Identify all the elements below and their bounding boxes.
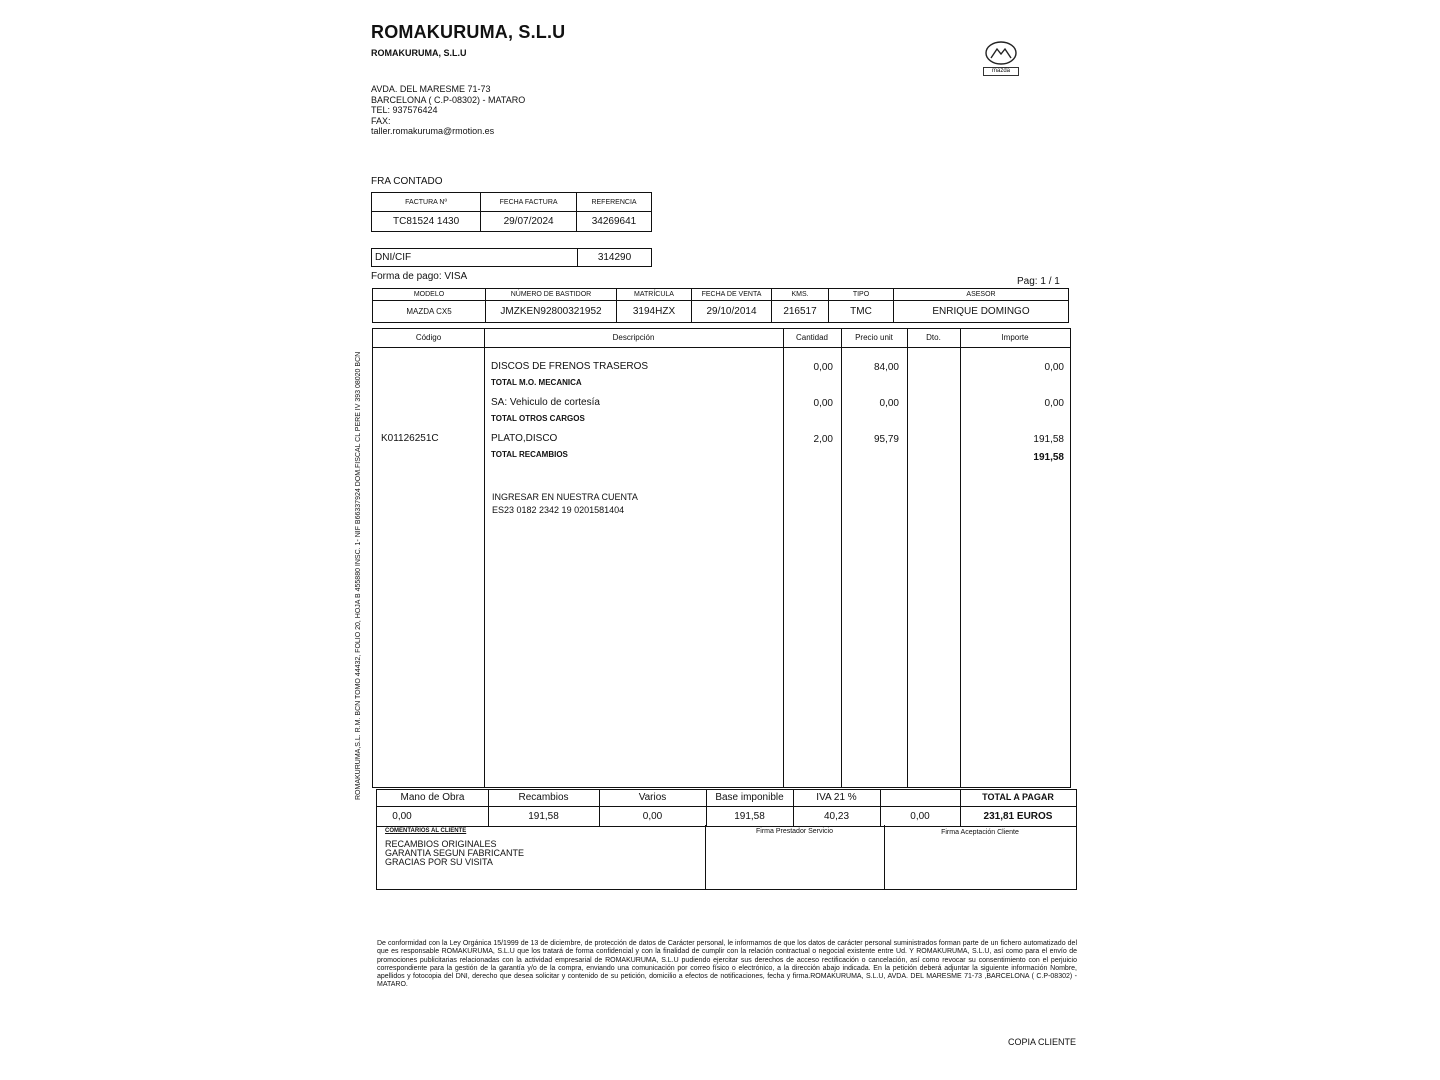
line-description: PLATO,DISCO: [491, 433, 558, 444]
vehicle-type: TMC: [829, 301, 894, 323]
description-header: Descripción: [612, 333, 655, 342]
company-name: ROMAKURUMA, S.L.U: [371, 22, 566, 42]
reference: 34269641: [577, 212, 652, 232]
logo-wordmark: mazda: [983, 67, 1019, 76]
line-items-header: [373, 329, 1070, 348]
amount-header: Importe: [1001, 333, 1029, 342]
invoice-date-header: FECHA FACTURA: [481, 193, 577, 212]
mazda-logo: [983, 40, 1019, 76]
line-amount: 0,00: [1044, 398, 1064, 409]
dni-value: 314290: [578, 249, 652, 267]
line-amount: 0,00: [1044, 362, 1064, 373]
dni-table: [371, 248, 652, 267]
parts-value: 191,58: [528, 811, 559, 822]
email-line: taller.romakuruma@rmotion.es: [371, 126, 495, 136]
line-quantity: 0,00: [813, 362, 833, 373]
subtotal-label: TOTAL M.O. MECANICA: [491, 378, 582, 387]
comment-line: GRACIAS POR SU VISITA: [385, 857, 493, 867]
parts-label: Recambios: [518, 792, 569, 803]
page-number: Pag: 1 / 1: [1017, 276, 1060, 287]
invoice-number: TC81524 1430: [372, 212, 481, 232]
invoice-date: 29/07/2024: [481, 212, 577, 232]
line-quantity: 2,00: [813, 434, 833, 445]
total-value: 231,81 EUROS: [983, 811, 1053, 822]
provider-signature-label: Firma Prestador Servicio: [755, 828, 834, 835]
line-code: K01126251C: [381, 433, 439, 444]
dni-label: DNI/CIF: [372, 249, 578, 267]
quantity-header: Cantidad: [795, 333, 829, 342]
vehicle-header: ASESOR: [894, 289, 1069, 301]
comments-label: COMENTARIOS AL CLIENTE: [385, 828, 467, 834]
legal-notice: De conformidad con la Ley Orgánica 15/1999 de 13 de diciembre, de protección de datos de Carácter personal, le informamos de que los datos de carácter personal suministrados forman parte de un fichero automatizado del que es responsable ROMAKURUMA, S.L.U que los tratará de forma confidencial y con la finalidad de cumplir con la relación contractual o negocial existente entre Ud. Y ROMAKURUMA, S.L.U, así como para el envío de promociones publicitarias relacionadas con la actividad empresarial de ROMAKURUMA, S.L.U pudiendo ejercitar sus derechos de acceso rectificación o cancelación, así como revocar su consentimiento con el perjuicio correspondiente para la gestión de la garantía y/o de la compra, enviando una comunicación por correo físico o electrónico, a la dirección abajo indicada. En la petición deberá adjuntar la siguiente información Nombre, apellidos y fotocopia del DNI, derecho que desea solicitar y contenido de su petición, domicilio a efectos de notificaciones, fecha y firma.ROMAKURUMA, S.L.U, AVDA. DEL MARESME 71-73 ,BARCELONA ( C.P-08302) - MATARO.: [377, 940, 1077, 989]
totals-table: [376, 789, 1077, 827]
vehicle-sale-date: 29/10/2014: [692, 301, 772, 323]
copy-label: COPIA CLIENTE: [1008, 1037, 1077, 1047]
invoice-number-header: FACTURA Nº: [372, 193, 481, 212]
registry-side-text: ROMAKURUMA,S.L. R.M. BCN TOMO 44432, FOLIO 20, HOJA B 455880 INSC. 1- NIF B66337924 DOM.FISCAL CL PERE IV 393 08020 BCN: [355, 351, 362, 800]
phone-line: TEL: 937576424: [371, 105, 438, 115]
vat-label: IVA 21 %: [816, 792, 857, 803]
line-unit-price: 95,79: [873, 434, 899, 445]
reference-header: REFERENCIA: [577, 193, 652, 212]
bank-label: INGRESAR EN NUESTRA CUENTA: [492, 492, 638, 502]
vat-value: 40,23: [823, 811, 850, 822]
bank-iban: ES23 0182 2342 19 0201581404: [492, 505, 625, 515]
invoice-type: FRA CONTADO: [371, 176, 443, 187]
line-quantity: 0,00: [813, 398, 833, 409]
vehicle-kms: 216517: [772, 301, 829, 323]
labor-label: Mano de Obra: [400, 792, 465, 803]
comments-section: [376, 825, 1077, 890]
line-unit-price: 84,00: [873, 362, 899, 373]
address-line: AVDA. DEL MARESME 71-73: [371, 84, 491, 94]
subtotal-label: TOTAL RECAMBIOS: [491, 450, 568, 459]
vehicle-advisor: ENRIQUE DOMINGO: [894, 301, 1069, 323]
code-header: Código: [415, 333, 442, 342]
company-subname: ROMAKURUMA, S.L.U: [371, 48, 467, 58]
comment-line: GARANTIA SEGUN FABRICANTE: [385, 848, 525, 858]
line-items-table: [372, 328, 1071, 788]
payment-method: Forma de pago: VISA: [371, 271, 468, 282]
line-unit-price: 0,00: [879, 398, 899, 409]
line-amount: 191,58: [1033, 434, 1064, 445]
extra-value: 0,00: [910, 811, 930, 822]
vehicle-header: KMS.: [772, 289, 829, 301]
vehicle-header: NÚMERO DE BASTIDOR: [486, 289, 617, 301]
misc-label: Varios: [638, 792, 667, 803]
vehicle-table: [372, 288, 1069, 323]
vehicle-model: MAZDA CX5: [373, 301, 486, 323]
total-label: TOTAL A PAGAR: [982, 792, 1054, 802]
company-address: [371, 84, 525, 137]
vehicle-header: MATRÍCULA: [617, 289, 692, 301]
line-description: SA: Vehiculo de cortesía: [491, 397, 600, 408]
client-signature-label: Firma Aceptación Cliente: [941, 829, 1019, 836]
vehicle-header: MODELO: [373, 289, 486, 301]
vehicle-header: FECHA DE VENTA: [692, 289, 772, 301]
discount-header: Dto.: [926, 333, 941, 342]
comment-line: RECAMBIOS ORIGINALES: [385, 839, 497, 849]
fax-line: FAX:: [371, 115, 391, 126]
tax-base-value: 191,58: [734, 811, 765, 822]
tax-base-label: Base imponible: [715, 792, 784, 803]
labor-value: 0,00: [392, 811, 412, 822]
mazda-emblem-icon: [983, 40, 1019, 66]
vehicle-header: TIPO: [829, 289, 894, 301]
subtotal-value: 191,58: [1033, 452, 1064, 463]
unit-price-header: Precio unit: [855, 333, 893, 342]
subtotal-label: TOTAL OTROS CARGOS: [491, 414, 585, 423]
comments-body: [385, 840, 524, 867]
line-description: DISCOS DE FRENOS TRASEROS: [491, 361, 649, 372]
misc-value: 0,00: [642, 811, 663, 822]
address-line: BARCELONA ( C.P-08302) - MATARO: [371, 94, 526, 105]
vehicle-plate: 3194HZX: [617, 301, 692, 323]
invoice-info-table: [371, 192, 652, 232]
vehicle-vin: JMZKEN92800321952: [486, 301, 617, 323]
